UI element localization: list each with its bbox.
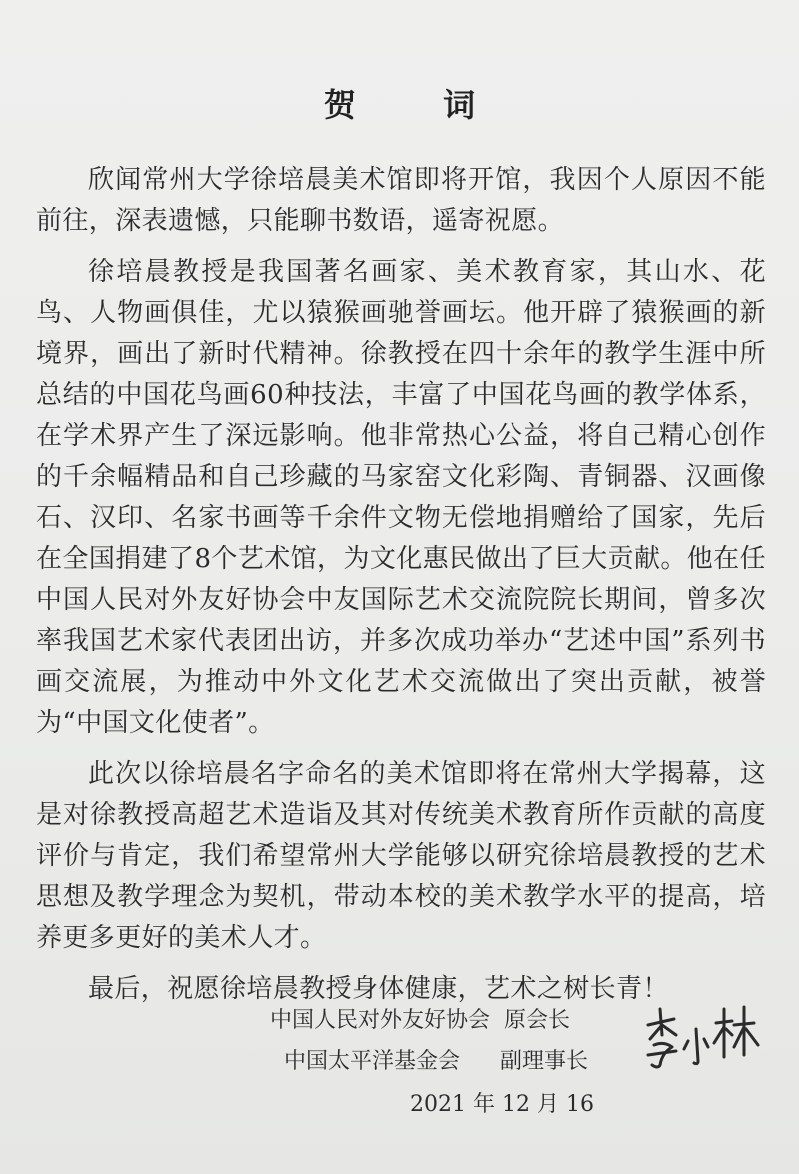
letter-title: 贺 词 bbox=[323, 86, 514, 124]
paragraph-biography: 徐培晨教授是我国著名画家、美术教育家，其山水、花鸟、人物画俱佳，尤以猿猴画驰誉画坛。他开辟了猿猴画的新境界，画出了新时代精神。徐教授在四十余年的教学生涯中所总结的中国花鸟画60种技法，丰富了中国花鸟画的教学体系，在学术界产生了深远影响。他非常热心公益，将自己精心创作的千余幅精品和自己珍藏的马家窑文化彩陶、青铜器、汉画像石、汉印、名家书画等千余件文物无偿地捐赠给了国家，先后在全国捐建了8个艺术馆，为文化惠民做出了巨大贡献。他在任中国人民对外友好协会中友国际艺术交流院院长期间，曾多次率我国艺术家代表团出访，并多次成功举办“艺述中国”系列书画交流展，为推动中外文化艺术交流做出了突出贡献，被誉为“中国文化使者”。 bbox=[36, 257, 766, 738]
paragraph-opening: 欣闻常州大学徐培晨美术馆即将开馆，我因个人原因不能前往，深表遗憾，只能聊书数语，遥寄祝愿。 bbox=[36, 165, 766, 236]
paragraph-closing: 最后，祝愿徐培晨教授身体健康，艺术之树长青！ bbox=[88, 974, 669, 1004]
signature-block bbox=[270, 1000, 650, 1125]
signature-strokes bbox=[640, 995, 760, 1075]
signer-role-2: 副理事长 bbox=[500, 1049, 589, 1074]
letter-date: 2021 年 12 月 16 bbox=[410, 1092, 594, 1117]
letter-body bbox=[36, 160, 766, 1020]
paragraph-museum: 此次以徐培晨名字命名的美术馆即将在常州大学揭幕，这是对徐教授高超艺术造诣及其对传统美术教育所作贡献的高度评价与肯定，我们希望常州大学能够以研究徐培晨教授的艺术思想及教学理念为契机，带动本校的美术教学水平的提高，培养更多更好的美术人才。 bbox=[36, 759, 766, 953]
signer-org-1: 中国人民对外友好协会 bbox=[270, 1008, 491, 1033]
signer-org-2: 中国太平洋基金会 bbox=[284, 1049, 461, 1074]
handwritten-signature bbox=[640, 995, 760, 1075]
signer-line-2 bbox=[270, 1041, 650, 1082]
signer-line-1 bbox=[270, 1000, 650, 1041]
signer-role-1: 原会长 bbox=[504, 1008, 571, 1033]
